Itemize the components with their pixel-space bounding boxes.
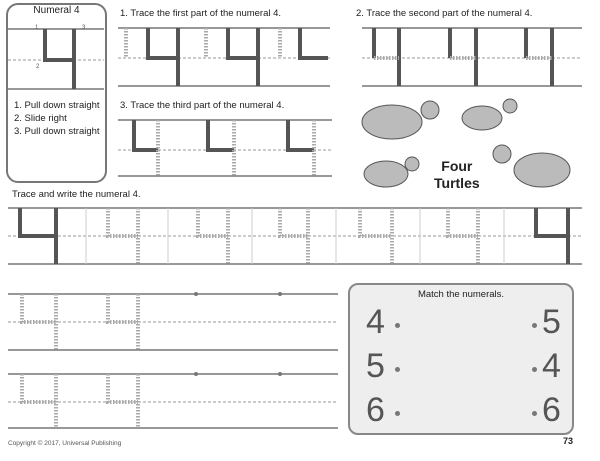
match-dot-right-3[interactable] xyxy=(532,411,537,416)
numeral-4-reference-box xyxy=(6,3,107,183)
svg-text:3: 3 xyxy=(82,25,86,31)
step-1: 1. Pull down straight xyxy=(14,100,100,111)
turtles-caption-line-2: Turtles xyxy=(434,175,480,191)
match-right-2: 4 xyxy=(542,347,561,385)
exercise-3-trace-area xyxy=(118,112,332,180)
exercise-1-label: 1. Trace the first part of the numeral 4. xyxy=(120,8,282,19)
match-dot-left-1[interactable] xyxy=(395,323,400,328)
match-numerals-box xyxy=(348,283,574,435)
match-right-3: 6 xyxy=(542,391,561,429)
exercise-1-trace-area xyxy=(118,20,330,88)
turtles-caption xyxy=(434,158,480,192)
steps-list xyxy=(14,100,102,139)
match-dot-right-1[interactable] xyxy=(532,323,537,328)
match-dot-right-2[interactable] xyxy=(532,367,537,372)
exercise-3-label: 3. Trace the third part of the numeral 4. xyxy=(120,100,285,111)
step-2: 2. Slide right xyxy=(14,113,67,124)
trace-write-label: Trace and write the numeral 4. xyxy=(12,189,141,200)
match-left-2: 5 xyxy=(366,347,385,385)
match-title: Match the numerals. xyxy=(417,289,505,300)
match-right-1: 5 xyxy=(542,303,561,341)
reference-title: Numeral 4 xyxy=(33,5,80,16)
match-left-3: 6 xyxy=(366,391,385,429)
exercise-2-trace-area xyxy=(362,20,582,88)
page-number: 73 xyxy=(563,436,574,446)
match-dot-left-2[interactable] xyxy=(395,367,400,372)
svg-text:2: 2 xyxy=(36,64,40,70)
step-3: 3. Pull down straight xyxy=(14,126,100,137)
numeral-4-model xyxy=(8,19,104,94)
match-left-1: 4 xyxy=(366,303,385,341)
svg-text:1: 1 xyxy=(35,25,39,31)
turtles-caption-line-1: Four xyxy=(441,158,473,174)
copyright-footer: Copyright © 2017, Universal Publishing xyxy=(8,440,122,447)
match-dot-left-3[interactable] xyxy=(395,411,400,416)
exercise-2-label: 2. Trace the second part of the numeral 4. xyxy=(356,8,533,19)
